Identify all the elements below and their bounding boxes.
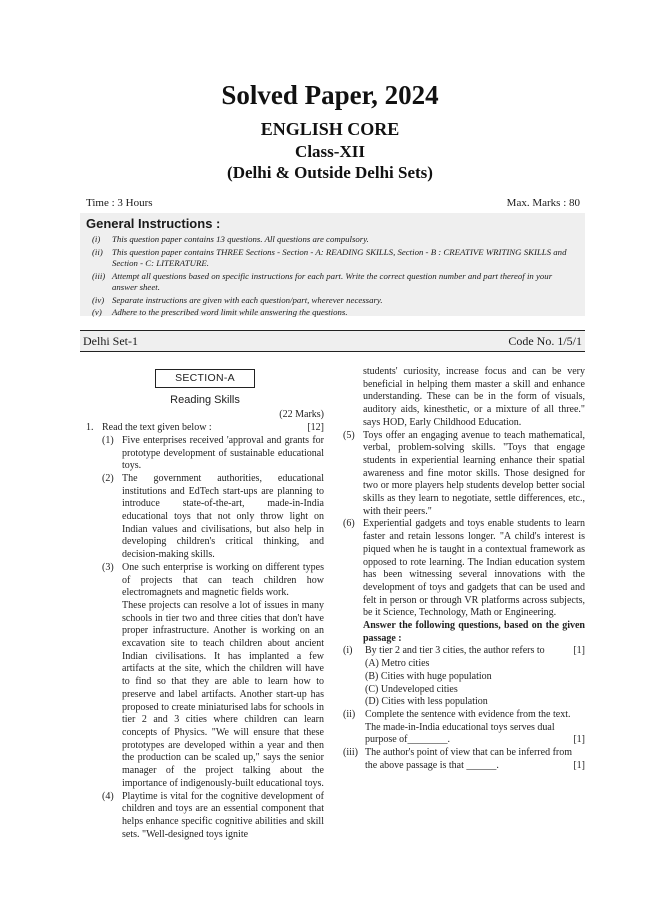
passage-paragraph xyxy=(102,791,324,842)
instruction-item xyxy=(86,295,579,307)
instruction-text: Separate instructions are given with each question/part, wherever necessary. xyxy=(112,294,383,305)
paragraph-text: Playtime is vital for the cognitive development of children and toys are an essential component that helps enhance specific cognitive abilities and skill sets. "Well-designed toys ignite xyxy=(122,790,324,840)
paragraph-text: Toys offer an engaging avenue to teach mathematical, verbal, problem-solving skills. "Toys that engage students in experiential learning enhance their spatial awareness and fine motor skills. Those designed for two or more players help students develop better social skills as they learn to negotiate, settle differences, etc., with their peers." xyxy=(363,429,585,517)
instruction-num: (iii) xyxy=(92,270,106,281)
instruction-num: (i) xyxy=(92,234,101,244)
paragraph-num: (3) xyxy=(102,561,114,573)
time-label: Time : 3 Hours xyxy=(86,197,153,209)
passage-paragraph xyxy=(102,473,324,562)
question-number: 1. xyxy=(86,422,94,434)
sub-question xyxy=(343,747,585,772)
sub-question xyxy=(343,709,585,747)
sub-question-text: Complete the sentence with evidence from the text. xyxy=(365,708,571,720)
set-label: Delhi Set-1 xyxy=(83,333,138,348)
instruction-num: (ii) xyxy=(92,246,103,257)
sub-question-num: (ii) xyxy=(343,708,356,720)
sub-question-marks: [1] xyxy=(573,759,585,771)
max-marks-label: Max. Marks : 80 xyxy=(506,197,580,209)
paragraph-text: One such enterprise is working on different types of projects that can teach children how electromagnets and magnetic fields work. xyxy=(122,561,324,599)
left-column xyxy=(86,366,324,841)
option: (C) Undeveloped cities xyxy=(365,683,458,695)
sub-question-text: The made-in-India educational toys serves dual xyxy=(365,721,555,733)
instruction-item xyxy=(86,247,579,270)
section-marks: (22 Marks) xyxy=(279,409,324,421)
question-marks: [12] xyxy=(307,422,324,434)
sub-question-num: (iii) xyxy=(343,747,358,759)
question-prompt: Read the text given below : xyxy=(102,422,212,434)
paragraph-num: (4) xyxy=(102,790,114,802)
instruction-num: (iv) xyxy=(92,294,105,305)
set-bar xyxy=(80,330,585,352)
code-label: Code No. 1/5/1 xyxy=(508,333,582,348)
paper-title: Solved Paper, 2024 xyxy=(221,80,439,110)
option: (D) Cities with less population xyxy=(365,696,488,708)
sub-question-text: By tier 2 and tier 3 cities, the author refers to xyxy=(365,645,545,657)
section-subtitle: Reading Skills xyxy=(170,393,240,406)
instruction-item xyxy=(86,271,579,294)
paragraph-text: The government authorities, educational institutions and EdTech start-ups are planning to introduce state-of-the-art, made-in-India educational toys that not only throw light on Indian values and civilisations, but also help in developing children's critical thinking, and decision-making skills. xyxy=(122,472,324,561)
sub-question-text: purpose of________. xyxy=(365,734,450,746)
sub-question-text: The author's point of view that can be inferred from xyxy=(365,747,573,759)
instruction-text: Adhere to the prescribed word limit while answering the questions. xyxy=(112,307,348,317)
paragraph-text: Five enterprises received 'approval and grants for prototype development of sustainable educational toys. xyxy=(122,434,324,472)
instruction-text: This question paper contains THREE Sections - Section - A: READING SKILLS, Section - B : CREATIVE WRITING SKILLS and Section - C: LITERATURE. xyxy=(112,246,567,268)
sub-question-marks: [1] xyxy=(573,734,585,746)
paper-subject: ENGLISH CORE xyxy=(260,119,400,139)
paragraph-text: Experiential gadgets and toys enable students to learn faster and retain lessons longer. "A child's interest is piqued when he is taught in a contextual framework as opposed to rote learning. The Indian education system has been witnessing several innovations with the development of toys and gadgets that can be used and felt in person or through VR platforms across subjects, be it Science, Technology, Math or Engineering. xyxy=(363,518,585,619)
option: (A) Metro cities xyxy=(365,658,430,670)
sub-question xyxy=(343,645,585,709)
paragraph-num: (5) xyxy=(343,429,355,441)
sub-question-marks: [1] xyxy=(573,645,585,657)
passage-paragraph xyxy=(102,562,324,600)
right-column xyxy=(343,366,585,773)
passage-paragraph xyxy=(343,430,585,519)
paragraph-continuation: These projects can resolve a lot of issues in many schools in tier two and three cities that don't have proper infrastructure. Another is working on an excavation site to teach children about ancient Indian civilisations. It has implanted a few artifacts at the site, which the children will have to find so that they are able to learn how to preserve and label artifacts. Another start-up has proposed to create miniaturised labs for schools in tier 2 and 3 cities where children can learn concepts of Physics. "We will ensure that these prototypes are developed within a year and then the production can be scaled up," says the senior manager of the project talking about the importance of indigenously-built educational toys. xyxy=(122,599,324,789)
sub-question-text: the above passage is that ______. xyxy=(365,759,499,771)
instruction-num: (v) xyxy=(92,307,102,317)
sub-question-num: (i) xyxy=(343,645,353,657)
instruction-item xyxy=(86,307,579,319)
question-1-header xyxy=(86,422,324,435)
passage-paragraph xyxy=(343,518,585,620)
instructions-title: General Instructions : xyxy=(86,216,221,231)
paragraph-num: (6) xyxy=(343,518,355,530)
instruction-item xyxy=(86,234,579,246)
paper-sets: (Delhi & Outside Delhi Sets) xyxy=(227,163,433,182)
paragraph-continuation: students' curiosity, increase focus and can be very beneficial in helping them master a skill and enhance understanding. These can be in the form of visuals, auditory aids, kinesthetic, or a mixture of all three." says HOD, Early Childhood Education. xyxy=(363,366,585,428)
paragraph-num: (1) xyxy=(102,434,114,446)
instruction-text: Attempt all questions based on specific instructions for each part. Write the correct question number and part thereof in your answer sheet. xyxy=(112,270,553,292)
section-label: SECTION-A xyxy=(155,369,255,388)
general-instructions xyxy=(80,213,585,316)
paragraph-num: (2) xyxy=(102,472,114,484)
option: (B) Cities with huge population xyxy=(365,670,492,682)
paper-class: Class-XII xyxy=(295,142,365,161)
passage-paragraph xyxy=(102,435,324,473)
instruction-text: This question paper contains 13 questions. All questions are compulsory. xyxy=(112,234,369,244)
answer-prompt: Answer the following questions, based on the given passage : xyxy=(363,620,585,644)
